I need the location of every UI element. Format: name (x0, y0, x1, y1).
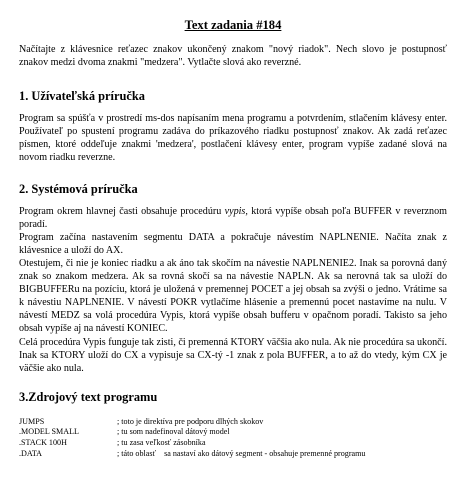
user-guide-heading: 1. Užívateľská príručka (19, 89, 145, 104)
source-code-block (19, 417, 447, 459)
system-guide-heading: 2. Systémová príručka (19, 181, 138, 196)
code-command: JUMPS (19, 416, 45, 426)
code-comment: ; tu som nadefinoval dátový model (117, 427, 230, 437)
system-guide-paragraph-4: Celá procedúra Vypis funguje tak zisti, či premenná KTORY väčšia ako nula. Ak nie procedúra sa ukončí. Inak sa KTORY uloží do CX a vypisuje sa CX-tý -1 znak z pola BUFFER, a to až do vtedy, kým CX je väčšie ako nula. (19, 336, 447, 374)
system-guide-paragraph-3: Otestujem, či nie je koniec riadku a ak áno tak skočím na návestie NAPLNENIE2. Inak sa porovná daný znak so znakom medzera. Ak sa rovná skočí sa na návestie NAPLN. Ak sa nerovná tak sa uloží do BIGBUFFERu na pozíciu, ktorá je uložená v premennej POCET a jej obsah sa zvýši o jedno. Vrátime sa k návestiu NAPLNENIE. V návestí POKR vytlačíme hlásenie a premennú pocet nastavíme na nulu. V návestí MEDZ sa volá procedúra Vypis, ktorá vypíše obsah bufferu v opačnom poradí. Takisto sa jeho obsah vypíše aj na návestí KONIEC. (19, 257, 447, 335)
code-line (19, 449, 447, 460)
code-comment: ; tu zasa veľkosť zásobníka (117, 437, 206, 447)
user-guide-text: Program sa spúšťa v prostredí ms-dos napísaním mena programu a potvrdením, stlačením klávesy enter. Používateľ po spustení programu zadáva do príkazového riadku postupnosť znakov. Ak zadá reťazec písmen, ktoré oddeľuje znakmi 'medzera', postlačení klávesy enter, program vypíše zadané slová na novom riadku reverzne. (19, 113, 447, 164)
paragraph-text: Program okrem hlavnej časti obsahuje procedúru (19, 205, 225, 217)
code-command: .MODEL SMALL (19, 427, 79, 437)
system-guide-paragraph-2: Program začína nastavením segmentu DATA a pokračuje návestím NAPLNENIE. Načíta znak z klávesnice a uloží do AX. (19, 231, 447, 256)
source-code-heading: 3.Zdrojový text programu (19, 389, 158, 404)
code-command: .DATA (19, 448, 42, 458)
code-line (19, 438, 447, 449)
document-title: Text zadania #184 (184, 18, 282, 32)
code-line (19, 427, 447, 438)
system-guide-paragraph-1 (19, 205, 447, 231)
procedure-name: vypis, (224, 205, 248, 217)
code-line (19, 417, 447, 428)
paragraph-text: ktorá vypíše obsah poľa BUFFER v reverznom poradí. (19, 205, 447, 230)
code-comment: ; táto oblasť sa nastaví ako dátový segment - obsahuje premenné programu (117, 448, 366, 458)
assignment-text: Načítajte z klávesnice reťazec znakov ukončený znakom "nový riadok". Nech slovo je postupnosť znakov medzi dvoma znakmi "medzera". Vytlačte slová ako reverzné. (19, 44, 447, 69)
code-comment: ; toto je direktíva pre podporu dlhých skokov (117, 416, 264, 426)
code-command: .STACK 100H (19, 437, 67, 447)
